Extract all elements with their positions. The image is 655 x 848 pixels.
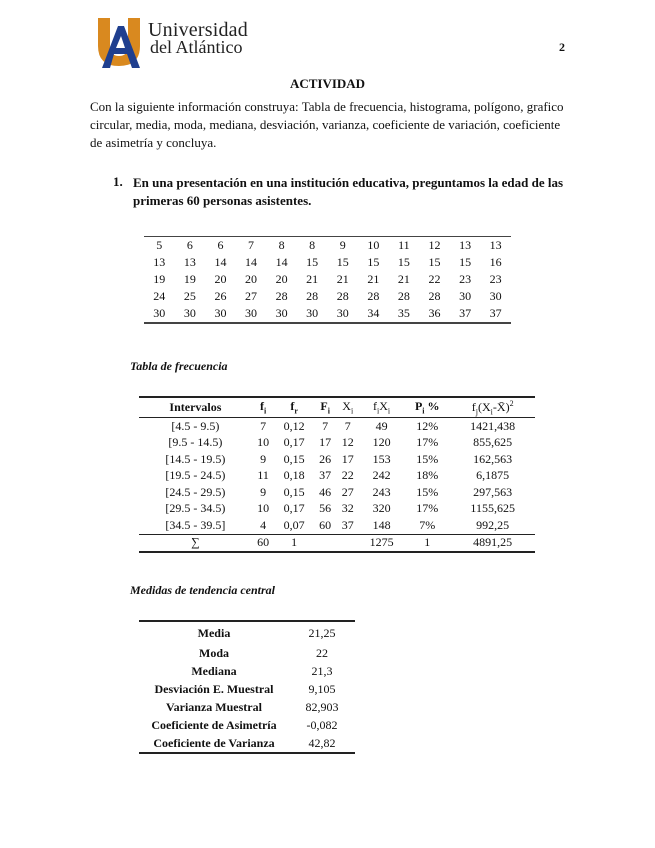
statistic-value: 21,25 [308, 625, 336, 640]
statistic-label: Varianza Muestral [166, 699, 262, 714]
raw-data-row [144, 288, 511, 305]
raw-data-cell: 20 [214, 272, 227, 286]
raw-data-cell: 14 [245, 255, 258, 269]
statistic-label: Coeficiente de Asimetría [151, 717, 277, 732]
raw-data-cell: 30 [153, 306, 166, 320]
question-number: 1. [113, 174, 123, 189]
frequency-cell-fr: 0,17 [283, 501, 305, 516]
frequency-cell-Fi: 56 [319, 501, 332, 516]
raw-data-cell: 35 [397, 306, 410, 320]
university-name [148, 19, 248, 57]
statistic-row [139, 734, 355, 753]
frequency-row [139, 418, 535, 435]
frequency-cell-fi: 10 [257, 435, 270, 450]
frequency-cell-interval: [24.5 - 29.5) [165, 484, 226, 499]
frequency-cell-xi: 32 [341, 501, 354, 516]
frequency-cell-interval: [29.5 - 34.5) [165, 501, 226, 516]
raw-data-cell: 30 [459, 289, 472, 303]
raw-data-cell: 15 [428, 255, 441, 269]
raw-data-cell: 30 [214, 306, 227, 320]
statistic-row [139, 716, 355, 734]
central-tendency-table [139, 620, 355, 754]
raw-data-row [144, 305, 511, 323]
frequency-row [139, 468, 535, 485]
raw-data-cell: 15 [459, 255, 472, 269]
frequency-cell-interval: [9.5 - 14.5) [168, 435, 223, 450]
frequency-cell-pi: 17% [416, 435, 439, 450]
raw-data-cell: 15 [306, 255, 319, 269]
header-xi: $X_i$ [336, 397, 359, 418]
frequency-cell-fixi: 148 [372, 517, 391, 532]
raw-data-cell: 30 [336, 306, 349, 320]
raw-data-cell: 6 [186, 238, 193, 252]
raw-data-cell: 8 [309, 238, 316, 252]
frequency-cell-Fi: 60 [319, 517, 332, 532]
raw-data-cell: 23 [459, 272, 472, 286]
frequency-cell-fr: 0,15 [283, 484, 305, 499]
raw-data-cell: 27 [245, 289, 258, 303]
raw-data-cell: 13 [489, 238, 502, 252]
raw-data-cell: 16 [489, 255, 502, 269]
frequency-sum-row [139, 534, 535, 552]
frequency-cell-interval: [4.5 - 9.5) [171, 418, 220, 433]
raw-data-cell: 24 [153, 289, 166, 303]
frequency-table [139, 396, 535, 553]
raw-data-cell: 19 [183, 272, 196, 286]
frequency-cell-fi: 9 [260, 484, 267, 499]
logo-line-1: Universidad [148, 19, 248, 41]
raw-data-cell: 10 [367, 238, 380, 252]
frequency-cell-dev: 6,1875 [476, 468, 510, 483]
frequency-cell-fi: 11 [257, 468, 269, 483]
frequency-cell-Fi: 37 [319, 468, 332, 483]
page-title: ACTIVIDAD [289, 76, 366, 91]
raw-data-cell: 12 [428, 238, 441, 252]
frequency-table-header [139, 397, 535, 418]
frequency-cell-fi: 4 [260, 517, 267, 532]
frequency-cell-xi: 37 [341, 517, 354, 532]
header-Fi: $F_i$ [314, 397, 337, 418]
frequency-cell-fixi: 242 [372, 468, 391, 483]
statistic-value: 22 [316, 645, 328, 660]
frequency-cell-interval: [34.5 - 39.5] [165, 517, 226, 532]
raw-data-cell: 25 [183, 289, 196, 303]
sum-cell-fr: 1 [274, 534, 313, 552]
frequency-row [139, 451, 535, 468]
sum-cell-Fi [314, 534, 337, 552]
frequency-cell-fixi: 120 [372, 435, 391, 450]
raw-data-cell: 15 [336, 255, 349, 269]
statistic-row [139, 662, 355, 680]
frequency-cell-xi: 27 [341, 484, 354, 499]
raw-data-cell: 28 [336, 289, 349, 303]
raw-data-cell: 30 [489, 289, 502, 303]
frequency-cell-fixi: 320 [372, 501, 391, 516]
raw-data-row [144, 254, 511, 271]
raw-data-cell: 20 [245, 272, 258, 286]
frequency-cell-pi: 7% [419, 517, 436, 532]
frequency-row [139, 501, 535, 518]
intro-paragraph: Con la siguiente información construya: Tabla de frecuencia, histograma, polígono, grafico circular, media, moda, mediana, desviación, varianza, coeficiente de variación, coeficiente de asimetría y concluya. [90, 99, 564, 150]
question-text: En una presentación en una institución educativa, preguntamos la edad de las primeras 60 personas asistentes. [133, 175, 564, 208]
statistic-row [139, 698, 355, 716]
frequency-cell-fi: 9 [260, 451, 267, 466]
frequency-cell-fr: 0,18 [283, 468, 305, 483]
frequency-cell-dev: 855,625 [473, 435, 513, 450]
frequency-row [139, 517, 535, 534]
frequency-cell-fr: 0,07 [283, 517, 305, 532]
frequency-cell-pi: 18% [416, 468, 439, 483]
raw-data-cell: 30 [245, 306, 258, 320]
frequency-cell-xi: 22 [341, 468, 354, 483]
frequency-cell-fi: 7 [260, 418, 267, 433]
central-tendency-caption: Medidas de tendencia central [130, 583, 275, 597]
raw-data-cell: 22 [428, 272, 441, 286]
university-logo-icon [96, 16, 142, 68]
raw-data-cell: 28 [367, 289, 380, 303]
raw-data-cell: 7 [248, 238, 255, 252]
raw-data-cell: 28 [306, 289, 319, 303]
header-fixi: $f_iX_i$ [359, 397, 404, 418]
frequency-cell-pi: 15% [416, 451, 439, 466]
sum-cell-fi: 60 [252, 534, 275, 552]
frequency-cell-Fi: 7 [322, 418, 329, 433]
frequency-cell-interval: [19.5 - 24.5) [165, 468, 226, 483]
header-fr: $f_r$ [274, 397, 313, 418]
university-logo [96, 16, 256, 68]
header-pi: $P_i$ % [404, 397, 450, 418]
header-fi: $f_i$ [252, 397, 275, 418]
raw-data-cell: 28 [275, 289, 288, 303]
frequency-cell-dev: 162,563 [473, 451, 513, 466]
sum-cell-fixi: 1275 [359, 534, 404, 552]
raw-data-cell: 37 [459, 306, 472, 320]
raw-data-row [144, 271, 511, 288]
statistic-label: Mediana [191, 663, 237, 678]
raw-data-cell: 6 [217, 238, 224, 252]
frequency-cell-dev: 297,563 [473, 484, 513, 499]
statistic-value: -0,082 [306, 717, 338, 732]
raw-data-cell: 20 [275, 272, 288, 286]
raw-data-table [144, 236, 511, 324]
raw-data-cell: 30 [275, 306, 288, 320]
sum-cell-label: ∑ [139, 534, 252, 552]
statistic-value: 42,82 [308, 735, 336, 750]
raw-data-cell: 14 [275, 255, 288, 269]
raw-data-cell: 21 [367, 272, 380, 286]
raw-data-cell: 37 [489, 306, 502, 320]
sum-cell-xi [336, 534, 359, 552]
frequency-cell-pi: 12% [416, 418, 439, 433]
frequency-cell-xi: 17 [341, 451, 354, 466]
frequency-cell-pi: 15% [416, 484, 439, 499]
statistic-value: 82,903 [305, 699, 339, 714]
raw-data-cell: 23 [489, 272, 502, 286]
statistic-value: 21,3 [311, 663, 333, 678]
raw-data-cell: 9 [339, 238, 346, 252]
frequency-cell-fixi: 49 [375, 418, 388, 433]
statistic-label: Moda [199, 645, 229, 660]
raw-data-cell: 30 [306, 306, 319, 320]
frequency-cell-Fi: 46 [319, 484, 332, 499]
raw-data-cell: 21 [397, 272, 410, 286]
frequency-cell-pi: 17% [416, 501, 439, 516]
raw-data-cell: 15 [397, 255, 410, 269]
statistic-value: 9,105 [308, 681, 336, 696]
raw-data-cell: 30 [183, 306, 196, 320]
statistic-label: Coeficiente de Varianza [153, 735, 275, 750]
frequency-cell-interval: [14.5 - 19.5) [165, 451, 226, 466]
frequency-cell-dev: 1421,438 [470, 418, 516, 433]
frequency-cell-dev: 1155,625 [470, 501, 515, 516]
frequency-cell-fr: 0,15 [283, 451, 305, 466]
raw-data-cell: 28 [397, 289, 410, 303]
frequency-cell-fr: 0,17 [283, 435, 305, 450]
frequency-table-caption: Tabla de frecuencia [130, 359, 228, 373]
raw-data-cell: 13 [153, 255, 166, 269]
frequency-row [139, 435, 535, 452]
raw-data-cell: 21 [336, 272, 349, 286]
frequency-cell-Fi: 17 [319, 435, 332, 450]
raw-data-cell: 8 [278, 238, 285, 252]
header-intervals: Intervalos [139, 397, 252, 418]
sum-cell-pi: 1 [404, 534, 450, 552]
raw-data-cell: 28 [428, 289, 441, 303]
raw-data-cell: 19 [153, 272, 166, 286]
frequency-cell-xi: 12 [341, 435, 354, 450]
statistic-label: Desviación E. Muestral [154, 681, 274, 696]
frequency-cell-fixi: 153 [372, 451, 391, 466]
raw-data-row [144, 237, 511, 255]
raw-data-cell: 34 [367, 306, 380, 320]
raw-data-cell: 5 [156, 238, 163, 252]
statistic-label: Media [197, 625, 231, 640]
statistic-row [139, 621, 355, 644]
frequency-cell-xi: 7 [344, 418, 351, 433]
frequency-row [139, 484, 535, 501]
raw-data-cell: 21 [306, 272, 319, 286]
frequency-cell-dev: 992,25 [476, 517, 510, 532]
raw-data-cell: 13 [183, 255, 196, 269]
statistic-row [139, 644, 355, 662]
logo-line-2: del Atlántico [150, 37, 243, 57]
raw-data-cell: 13 [459, 238, 472, 252]
frequency-cell-Fi: 26 [319, 451, 332, 466]
raw-data-cell: 26 [214, 289, 227, 303]
raw-data-cell: 11 [398, 238, 410, 252]
raw-data-cell: 36 [428, 306, 441, 320]
raw-data-cell: 14 [214, 255, 227, 269]
sum-cell-dev: 4891,25 [450, 534, 535, 552]
page-number: 2 [559, 40, 565, 54]
statistic-row [139, 680, 355, 698]
frequency-cell-fr: 0,12 [283, 418, 305, 433]
frequency-cell-fi: 10 [257, 501, 270, 516]
frequency-cell-fixi: 243 [372, 484, 391, 499]
header-deviation: $f_j(X_i-X̄)^2$ [450, 397, 535, 418]
raw-data-cell: 15 [367, 255, 380, 269]
